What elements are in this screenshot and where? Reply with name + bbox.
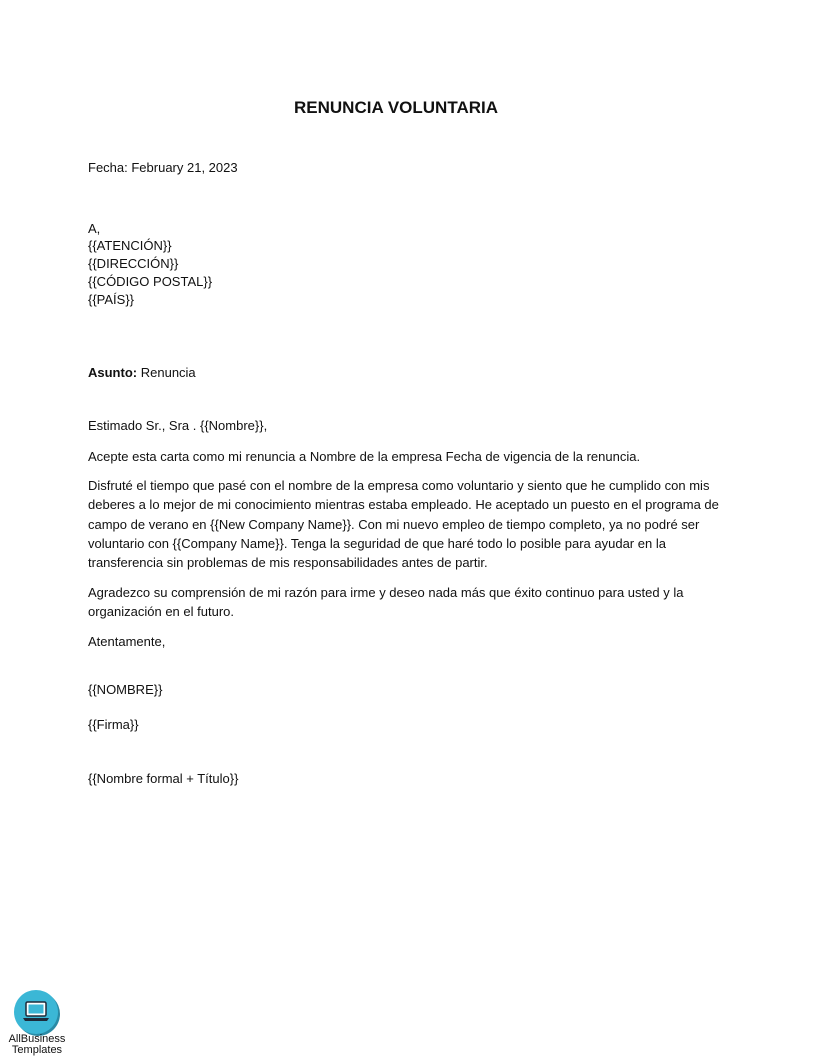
allbusiness-templates-logo [4, 990, 70, 1056]
recipient-attention: {{ATENCIÓN}} [88, 238, 172, 253]
date-line: Fecha: February 21, 2023 [88, 160, 238, 175]
recipient-salutation: A, [88, 221, 101, 236]
recipient-country: {{PAÍS}} [88, 292, 135, 307]
logo-circle [14, 990, 58, 1034]
recipient-address: {{DIRECCIÓN}} [88, 256, 179, 271]
paragraph-gratitude: Agradezco su comprensión de mi razón para irme y deseo nada más que éxito continuo para usted y la organización en el futuro. [88, 585, 684, 620]
signature: {{Firma}} [88, 717, 139, 732]
subject-value: Renuncia [140, 365, 196, 380]
laptop-icon [14, 990, 58, 1034]
recipient-postal-code: {{CÓDIGO POSTAL}} [88, 274, 213, 289]
subject-line [88, 364, 196, 382]
document-title: RENUNCIA VOLUNTARIA [294, 98, 498, 117]
formal-name-title: {{Nombre formal + Título}} [88, 771, 239, 786]
logo-text-line2: Templates [11, 1044, 63, 1056]
logo-text-line1: AllBusiness [8, 1033, 66, 1045]
greeting: Estimado Sr., Sra . {{Nombre}}, [88, 418, 268, 433]
logo-text [4, 1034, 70, 1056]
subject-label: Asunto: [88, 365, 138, 380]
paragraph-experience: Disfruté el tiempo que pasé con el nombre de la empresa como voluntario y siento que he cumplido con mis deberes a lo mejor de mi conocimiento mientras estaba empleado. He aceptado un puesto en el programa de campo de verano en {{New Company Name}}. Con mi nuevo empleo de tiempo completo, ya no podré ser voluntario con {{Company Name}}. Tenga la seguridad de que haré todo lo posible para ayudar en la transferencia sin problemas de mis responsabilidades antes de partir. [88, 478, 719, 571]
sender-name: {{NOMBRE}} [88, 682, 163, 697]
closing: Atentamente, [88, 634, 166, 649]
paragraph-acceptance: Acepte esta carta como mi renuncia a Nombre de la empresa Fecha de vigencia de la renuncia. [88, 449, 641, 464]
